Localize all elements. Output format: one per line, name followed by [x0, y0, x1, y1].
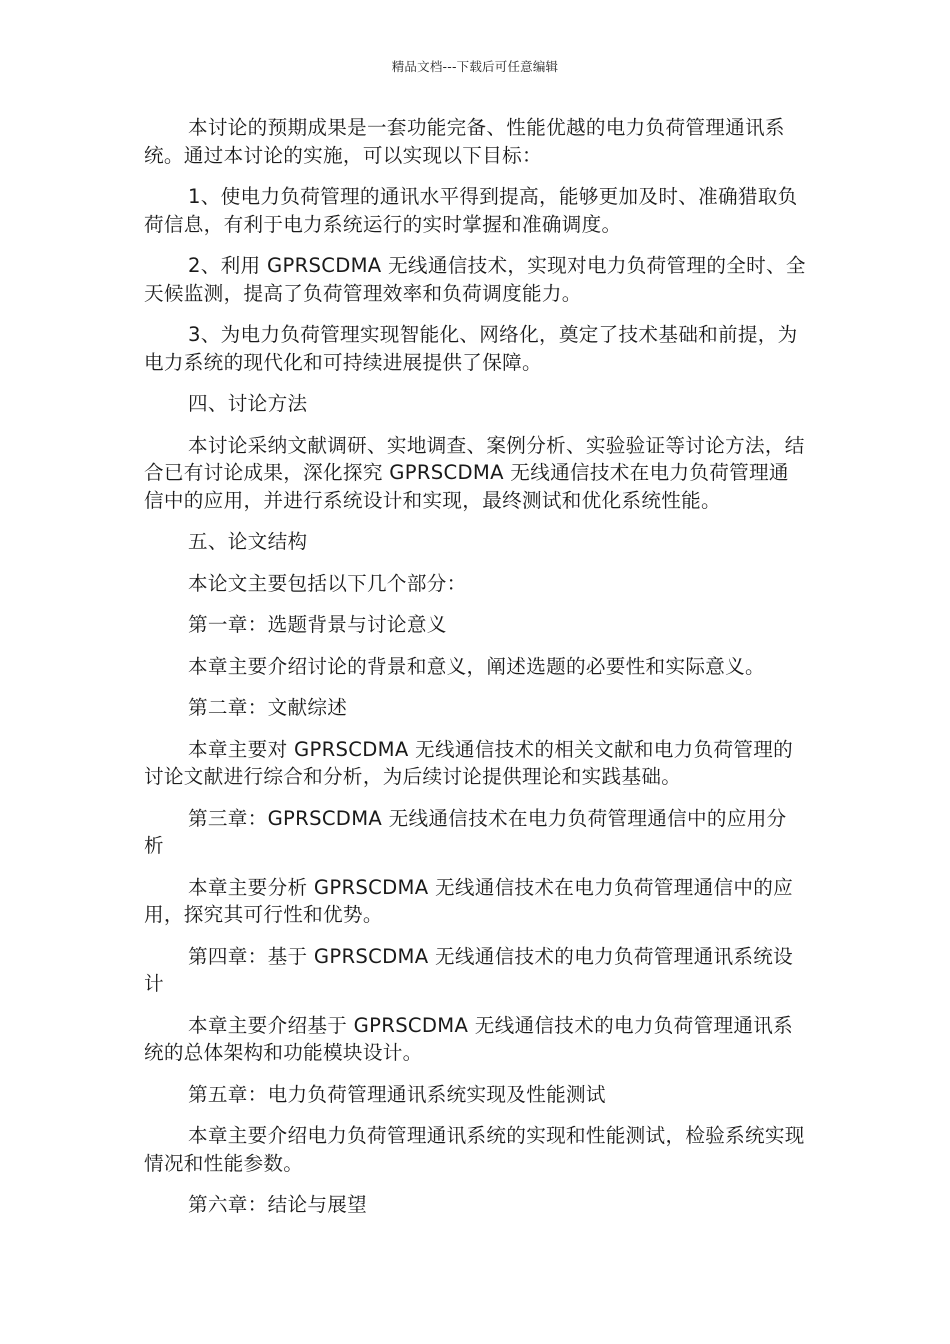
expected-outcome-paragraph: 本讨论的预期成果是一套功能完备、性能优越的电力负荷管理通讯系统。通过本讨论的实施，可以实现以下目标： [144, 116, 785, 167]
methods-paragraph: 本讨论采纳文献调研、实地调查、案例分析、实验验证等讨论方法，结合已有讨论成果，深化探究 GPRSCDMA 无线通信技术在电力负荷管理通信中的应用，并进行系统设计和实现，最终测试和优化系统性能。 [144, 433, 805, 512]
chapter-1-title: 第一章：选题背景与讨论意义 [188, 613, 447, 636]
document-body [144, 114, 806, 1233]
chapter-2-title: 第二章：文献综述 [188, 696, 348, 719]
goal-item-1: 1、使电力负荷管理的通讯水平得到提高，能够更加及时、准确猎取负荷信息，有利于电力系统运行的实时掌握和准确调度。 [144, 185, 798, 236]
chapter-4-title: 第四章：基于 GPRSCDMA 无线通信技术的电力负荷管理通讯系统设计 [144, 944, 794, 995]
chapter-1-summary: 本章主要介绍讨论的背景和意义，阐述选题的必要性和实际意义。 [188, 654, 765, 678]
page-header: 精品文档---下载后可任意编辑 [391, 59, 559, 74]
section-heading-methods: 四、讨论方法 [188, 392, 308, 415]
chapter-2-summary: 本章主要对 GPRSCDMA 无线通信技术的相关文献和电力负荷管理的讨论文献进行综合和分析，为后续讨论提供理论和实践基础。 [144, 737, 794, 788]
chapter-5-title: 第五章：电力负荷管理通讯系统实现及性能测试 [188, 1082, 606, 1106]
chapter-6-title: 第六章：结论与展望 [188, 1193, 368, 1216]
section-heading-structure: 五、论文结构 [188, 530, 308, 553]
goal-item-3: 3、为电力负荷管理实现智能化、网络化，奠定了技术基础和前提，为电力系统的现代化和可持续进展提供了保障。 [144, 323, 798, 374]
chapter-4-summary: 本章主要介绍基于 GPRSCDMA 无线通信技术的电力负荷管理通讯系统的总体架构和功能模块设计。 [144, 1013, 794, 1064]
structure-intro: 本论文主要包括以下几个部分： [188, 571, 467, 595]
chapter-5-summary: 本章主要介绍电力负荷管理通讯系统的实现和性能测试，检验系统实现情况和性能参数。 [144, 1124, 805, 1175]
chapter-3-summary: 本章主要分析 GPRSCDMA 无线通信技术在电力负荷管理通信中的应用，探究其可行性和优势。 [144, 875, 794, 926]
chapter-3-title: 第三章：GPRSCDMA 无线通信技术在电力负荷管理通信中的应用分析 [144, 806, 787, 857]
goal-item-2: 2、利用 GPRSCDMA 无线通信技术，实现对电力负荷管理的全时、全天候监测，提高了负荷管理效率和负荷调度能力。 [144, 254, 806, 305]
